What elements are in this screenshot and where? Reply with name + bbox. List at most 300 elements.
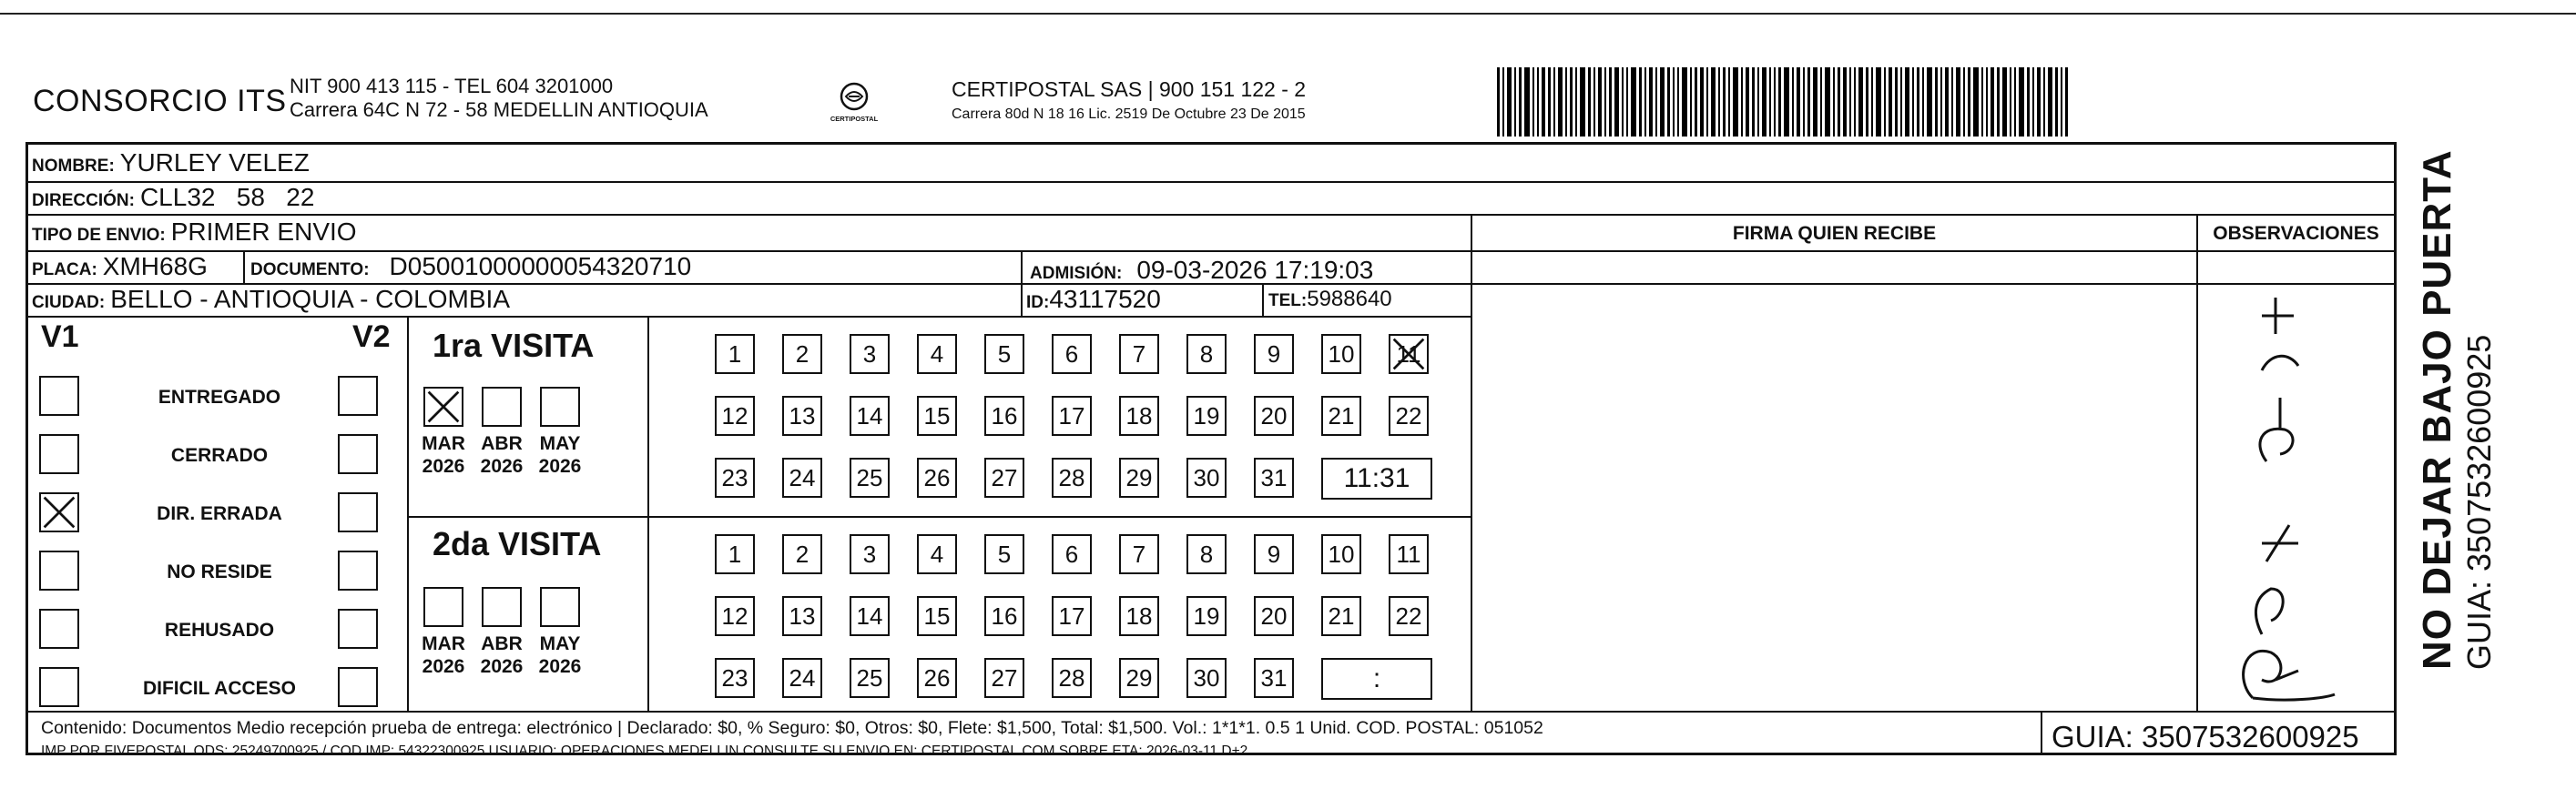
day-number: 24 <box>789 663 816 692</box>
documento-cell <box>250 252 691 281</box>
first-visit <box>409 318 1471 516</box>
barcode-bar <box>1951 67 1953 137</box>
barcode-bar <box>2061 67 2062 137</box>
sender-name: CONSORCIO ITS <box>33 84 287 118</box>
barcode-bar <box>1609 67 1612 137</box>
day-number: 30 <box>1193 663 1220 692</box>
barcode-bar <box>1973 67 1979 137</box>
barcode-bar <box>1774 67 1776 137</box>
day-box[interactable] <box>1186 458 1227 498</box>
col-divider <box>1262 283 1264 316</box>
v2-checkbox[interactable] <box>338 609 378 649</box>
v2-checkbox[interactable] <box>338 667 378 707</box>
day-box[interactable] <box>1186 334 1227 374</box>
v1-checkbox[interactable] <box>39 376 79 416</box>
day-number: 30 <box>1193 463 1220 491</box>
barcode-bar <box>2032 67 2034 137</box>
barcode-bar <box>1711 67 1716 137</box>
day-number: 26 <box>923 663 951 692</box>
day-box[interactable] <box>782 596 822 636</box>
day-box[interactable] <box>1254 458 1294 498</box>
barcode-bar <box>1803 67 1805 137</box>
barcode-bar <box>1507 67 1512 137</box>
barcode-bar <box>1991 67 1994 137</box>
barcode-bar <box>1728 67 1730 137</box>
barcode-bar <box>1876 67 1881 137</box>
day-number: 7 <box>1132 540 1146 568</box>
admision-value: 09-03-2026 17:19:03 <box>1136 256 1374 284</box>
side-guia: GUIA: 3507532600925 <box>2460 334 2498 670</box>
barcode-bar <box>1667 67 1670 137</box>
barcode-bar <box>1784 67 1789 137</box>
day-box[interactable] <box>984 458 1024 498</box>
barcode-bar <box>1718 67 1720 137</box>
day-box[interactable] <box>850 534 890 574</box>
v1-checkbox[interactable] <box>39 667 79 707</box>
ciudad-cell <box>32 285 510 314</box>
month-year: 2026 <box>538 656 582 677</box>
day-number: 2 <box>795 540 809 568</box>
day-number: 31 <box>1260 663 1288 692</box>
carrier-license: Carrera 80d N 18 16 Lic. 2519 De Octubre 23 De 2015 <box>952 106 1306 122</box>
barcode-bar <box>1871 67 1873 137</box>
v1-checkbox[interactable] <box>39 551 79 591</box>
day-box[interactable] <box>715 658 755 698</box>
day-box[interactable] <box>917 596 957 636</box>
barcode-bar <box>2002 67 2007 137</box>
month-name: MAY <box>539 633 581 654</box>
barcode-bar <box>1575 67 1577 137</box>
tipo-value: PRIMER ENVIO <box>170 217 357 246</box>
barcode-bar <box>2010 67 2011 137</box>
day-box[interactable] <box>1119 334 1159 374</box>
barcode-bar <box>1649 67 1653 137</box>
barcode-bar <box>1537 67 1539 137</box>
day-box[interactable] <box>984 534 1024 574</box>
day-number: 6 <box>1064 540 1079 568</box>
day-box[interactable] <box>1321 396 1361 436</box>
barcode-bar <box>1797 67 1800 137</box>
barcode-bar <box>1690 67 1692 137</box>
day-number: 13 <box>789 401 816 430</box>
id-value: 43117520 <box>1049 285 1161 313</box>
month-year: 2026 <box>480 656 524 677</box>
day-number: 13 <box>789 602 816 630</box>
day-box[interactable] <box>1052 658 1092 698</box>
day-number: 10 <box>1328 339 1355 368</box>
day-box[interactable] <box>1119 396 1159 436</box>
barcode-bar <box>1677 67 1679 137</box>
barcode-bar <box>1565 67 1567 137</box>
day-box[interactable] <box>1052 396 1092 436</box>
day-number: 22 <box>1395 602 1422 630</box>
day-box[interactable] <box>1254 658 1294 698</box>
day-box[interactable] <box>1389 534 1429 574</box>
day-box[interactable] <box>984 396 1024 436</box>
visit-title: 2da VISITA <box>433 525 602 562</box>
day-box[interactable] <box>782 658 822 698</box>
day-box[interactable] <box>1254 334 1294 374</box>
month-year: 2026 <box>538 456 582 477</box>
day-box[interactable] <box>984 334 1024 374</box>
barcode-bar <box>1963 67 1965 137</box>
status-row <box>28 667 392 713</box>
day-number: 5 <box>997 540 1012 568</box>
barcode-bar <box>1553 67 1555 137</box>
status-row <box>28 551 392 596</box>
barcode-bar <box>1849 67 1851 137</box>
barcode-bar <box>1807 67 1810 137</box>
month-label <box>476 432 527 478</box>
day-number: 4 <box>930 540 944 568</box>
day-box[interactable] <box>850 458 890 498</box>
month-label <box>476 632 527 678</box>
delivery-form <box>25 142 2397 759</box>
barcode-bar <box>1598 67 1602 137</box>
barcode-bar <box>1706 67 1708 137</box>
day-box[interactable] <box>850 596 890 636</box>
day-box[interactable] <box>782 534 822 574</box>
day-box[interactable] <box>1186 658 1227 698</box>
barcode-bar <box>1614 67 1619 137</box>
barcode-bar <box>1884 67 1886 137</box>
barcode-bar <box>1746 67 1749 137</box>
barcode-bar <box>2043 67 2045 137</box>
barcode-bar <box>1655 67 1657 137</box>
sender-address: Carrera 64C N 72 - 58 MEDELLIN ANTIOQUIA <box>290 98 708 121</box>
barcode-bar <box>1733 67 1738 137</box>
barcode-bar <box>2065 67 2068 137</box>
nombre-label: NOMBRE: <box>32 157 115 176</box>
month-label <box>535 432 585 478</box>
barcode-bar <box>1752 67 1755 137</box>
day-box[interactable] <box>1186 396 1227 436</box>
barcode-bar <box>1588 67 1591 137</box>
firma-header: FIRMA QUIEN RECIBE <box>1732 223 1937 244</box>
v2-label: V2 <box>352 319 391 354</box>
day-number: 11 <box>1396 540 1421 568</box>
day-number: 18 <box>1125 602 1153 630</box>
tipo-row <box>32 217 357 247</box>
status-label: DIR. ERRADA <box>157 503 282 524</box>
barcode-bar <box>1682 67 1687 137</box>
tipo-label: TIPO DE ENVIO: <box>32 226 166 245</box>
v2-checkbox[interactable] <box>338 434 378 474</box>
tel-cell <box>1268 287 1392 312</box>
day-box[interactable] <box>782 396 822 436</box>
barcode-bar <box>1825 67 1830 137</box>
day-box[interactable] <box>1389 596 1429 636</box>
day-number: 24 <box>789 463 816 491</box>
day-number: 15 <box>923 401 951 430</box>
sender-nit: NIT 900 413 115 - TEL 604 3201000 <box>290 75 614 97</box>
barcode-bar <box>1981 67 1983 137</box>
status-row <box>28 434 392 480</box>
month-checkbox[interactable] <box>423 587 463 627</box>
barcode-bar <box>1604 67 1606 137</box>
status-label: NO RESIDE <box>167 561 272 582</box>
placa-label: PLACA: <box>32 260 97 279</box>
second-visit <box>409 518 1471 711</box>
barcode-bar <box>1497 67 1500 137</box>
day-box[interactable] <box>1119 534 1159 574</box>
status-label: CERRADO <box>170 445 269 466</box>
guia-number: GUIA: 3507532600925 <box>2052 720 2359 753</box>
direccion-row <box>32 183 314 212</box>
barcode-bar <box>1838 67 1840 137</box>
barcode-bar <box>1895 67 1898 137</box>
row-divider <box>28 181 2394 183</box>
day-box[interactable] <box>715 334 755 374</box>
footer-contents: Contenido: Documentos Medio recepción prueba de entrega: electrónico | Declarado: $0, % Seguro: $0, Otros: $0, Flete: $1,500, Total: $1,500. Vol.: 1*1*1. 0.5 1 Unid. COD. POSTAL: 051052 <box>41 718 1543 738</box>
day-box[interactable] <box>1389 334 1429 374</box>
status-row <box>28 609 392 654</box>
day-number: 6 <box>1064 339 1079 368</box>
day-box[interactable] <box>984 596 1024 636</box>
status-label: REHUSADO <box>164 620 275 641</box>
day-box[interactable] <box>917 458 957 498</box>
day-number: 27 <box>991 463 1018 491</box>
barcode-bar <box>1813 67 1817 137</box>
day-box[interactable] <box>715 596 755 636</box>
v2-checkbox[interactable] <box>338 551 378 591</box>
check-mark-icon <box>41 494 77 531</box>
v1-checkbox[interactable] <box>39 492 79 532</box>
day-box[interactable] <box>850 658 890 698</box>
v1-checkbox[interactable] <box>39 434 79 474</box>
barcode-bar <box>1741 67 1743 137</box>
day-box[interactable] <box>1186 534 1227 574</box>
day-box[interactable] <box>917 534 957 574</box>
month-checkbox[interactable] <box>482 387 522 427</box>
barcode-bar <box>1833 67 1835 137</box>
month-label <box>418 432 469 478</box>
handwritten-note-text <box>2198 252 2199 253</box>
barcode-bar <box>1532 67 1534 137</box>
day-box[interactable] <box>715 458 755 498</box>
status-label: ENTREGADO <box>158 387 281 408</box>
barcode-bar <box>1820 67 1822 137</box>
carrier-info <box>952 76 1306 127</box>
day-box[interactable] <box>850 396 890 436</box>
barcode-bar <box>1644 67 1646 137</box>
v2-checkbox[interactable] <box>338 376 378 416</box>
day-number: 28 <box>1058 463 1085 491</box>
barcode-bar <box>1986 67 1988 137</box>
day-number: 29 <box>1125 463 1153 491</box>
day-box[interactable] <box>1254 534 1294 574</box>
signature-area[interactable] <box>1472 252 2196 711</box>
barcode-bar <box>1762 67 1767 137</box>
barcode-bar <box>1927 67 1932 137</box>
day-box[interactable] <box>1052 334 1092 374</box>
barcode-bar <box>1917 67 1919 137</box>
day-number: 2 <box>795 339 809 368</box>
day-number: 25 <box>856 463 883 491</box>
month-year: 2026 <box>422 456 465 477</box>
barcode-bar <box>1757 67 1759 137</box>
month-checkbox[interactable] <box>482 587 522 627</box>
month-name: MAY <box>539 433 581 454</box>
observaciones-area[interactable] <box>2198 252 2394 711</box>
barcode-bar <box>1593 67 1595 137</box>
nombre-value: YURLEY VELEZ <box>119 148 310 177</box>
time-box[interactable]: : <box>1321 658 1432 700</box>
day-number: 3 <box>862 339 877 368</box>
month-label <box>418 632 469 678</box>
barcode-bar <box>1639 67 1642 137</box>
documento-value: D05001000000054320710 <box>389 252 692 280</box>
day-box[interactable] <box>1389 396 1429 436</box>
carrier-name: CERTIPOSTAL SAS | 900 151 122 - 2 <box>952 77 1307 101</box>
day-box[interactable] <box>850 334 890 374</box>
barcode-bar <box>1922 67 1924 137</box>
month-year: 2026 <box>422 656 465 677</box>
day-number: 22 <box>1395 401 1422 430</box>
sender-info <box>290 75 708 122</box>
col-divider <box>2041 711 2042 753</box>
month-name: ABR <box>481 633 523 654</box>
day-number: 12 <box>721 401 748 430</box>
placa-value: XMH68G <box>102 252 208 280</box>
barcode-bar <box>1673 67 1675 137</box>
day-box[interactable] <box>1119 596 1159 636</box>
barcode-bar <box>1866 67 1868 137</box>
day-number: 17 <box>1058 401 1085 430</box>
month-checkbox[interactable] <box>540 387 580 427</box>
day-box[interactable] <box>1119 658 1159 698</box>
barcode-bar <box>1660 67 1665 137</box>
barcode-bar <box>1945 67 1949 137</box>
day-box[interactable] <box>984 658 1024 698</box>
v1-label: V1 <box>41 319 79 354</box>
status-label: DIFICIL ACCESO <box>142 678 296 699</box>
month-checkbox[interactable] <box>540 587 580 627</box>
check-mark-icon <box>425 389 462 425</box>
handwritten-note-drawing <box>2198 252 2394 711</box>
day-box[interactable] <box>1254 396 1294 436</box>
barcode-bar <box>2014 67 2016 137</box>
day-box[interactable] <box>1052 596 1092 636</box>
time-box[interactable]: 11:31 <box>1321 458 1432 500</box>
day-box[interactable] <box>1052 534 1092 574</box>
col-divider <box>1021 250 1023 283</box>
barcode-bar <box>1542 67 1545 137</box>
day-number: 23 <box>721 463 748 491</box>
barcode <box>1497 67 2225 137</box>
day-box[interactable] <box>1321 534 1361 574</box>
no-dejar-warning: NO DEJAR BAJO PUERTA <box>2415 149 2459 670</box>
day-number: 9 <box>1267 540 1281 568</box>
barcode-bar <box>1792 67 1794 137</box>
day-number: 21 <box>1328 602 1355 630</box>
day-number: 28 <box>1058 663 1085 692</box>
check-mark-icon <box>1390 336 1427 372</box>
day-number: 1 <box>728 540 742 568</box>
barcode-bar <box>1580 67 1585 137</box>
day-box[interactable] <box>1321 334 1361 374</box>
ciudad-label: CIUDAD: <box>32 293 106 312</box>
day-box[interactable] <box>1052 458 1092 498</box>
day-number: 20 <box>1260 602 1288 630</box>
barcode-bar <box>1626 67 1628 137</box>
month-year: 2026 <box>480 456 524 477</box>
v1-checkbox[interactable] <box>39 609 79 649</box>
id-label: ID: <box>1026 293 1050 312</box>
visit-title: 1ra VISITA <box>433 327 595 364</box>
day-box[interactable] <box>1186 596 1227 636</box>
day-box[interactable] <box>782 458 822 498</box>
month-name: MAR <box>422 633 465 654</box>
day-box[interactable] <box>1254 596 1294 636</box>
day-number: 9 <box>1267 339 1281 368</box>
barcode-bar <box>1700 67 1704 137</box>
row-divider <box>28 214 2394 216</box>
status-row <box>28 492 392 538</box>
day-number: 26 <box>923 463 951 491</box>
barcode-bar <box>1695 67 1697 137</box>
barcode-bar <box>1905 67 1909 137</box>
day-number: 19 <box>1193 401 1220 430</box>
day-number: 5 <box>997 339 1012 368</box>
barcode-bar <box>1558 67 1563 137</box>
day-box[interactable] <box>917 334 957 374</box>
day-number: 16 <box>991 401 1018 430</box>
day-number: 31 <box>1260 463 1288 491</box>
admision-label: ADMISIÓN: <box>1030 264 1123 283</box>
barcode-bar <box>1843 67 1847 137</box>
barcode-bar <box>2048 67 2052 137</box>
day-number: 7 <box>1132 339 1146 368</box>
day-number: 29 <box>1125 663 1153 692</box>
day-number: 14 <box>856 401 883 430</box>
day-box[interactable] <box>715 534 755 574</box>
observaciones-header: OBSERVACIONES <box>2213 223 2379 244</box>
barcode-bar <box>1889 67 1892 137</box>
direccion-value: CLL32 58 22 <box>139 183 315 211</box>
day-number: 15 <box>923 602 951 630</box>
day-box[interactable] <box>1119 458 1159 498</box>
direccion-label: DIRECCIÓN: <box>32 191 135 210</box>
day-number: 25 <box>856 663 883 692</box>
v2-checkbox[interactable] <box>338 492 378 532</box>
day-number: 18 <box>1125 401 1153 430</box>
day-box[interactable] <box>782 334 822 374</box>
day-box[interactable] <box>1321 596 1361 636</box>
day-number: 23 <box>721 663 748 692</box>
tel-label: TEL: <box>1268 291 1308 310</box>
barcode-bar <box>1940 67 1942 137</box>
day-number: 8 <box>1199 540 1214 568</box>
month-label <box>535 632 585 678</box>
day-number: 12 <box>721 602 748 630</box>
month-checkbox[interactable] <box>423 387 463 427</box>
day-number: 8 <box>1199 339 1214 368</box>
barcode-bar <box>1912 67 1914 137</box>
barcode-bar <box>1854 67 1856 137</box>
barcode-bar <box>1858 67 1863 137</box>
side-label <box>2415 33 2524 670</box>
day-box[interactable] <box>917 396 957 436</box>
col-divider <box>243 250 245 283</box>
barcode-bar <box>1631 67 1636 137</box>
status-row <box>28 376 392 421</box>
day-box[interactable] <box>715 396 755 436</box>
day-number: 4 <box>930 339 944 368</box>
day-number: 17 <box>1058 602 1085 630</box>
tel-value: 5988640 <box>1307 287 1392 311</box>
day-box[interactable] <box>917 658 957 698</box>
